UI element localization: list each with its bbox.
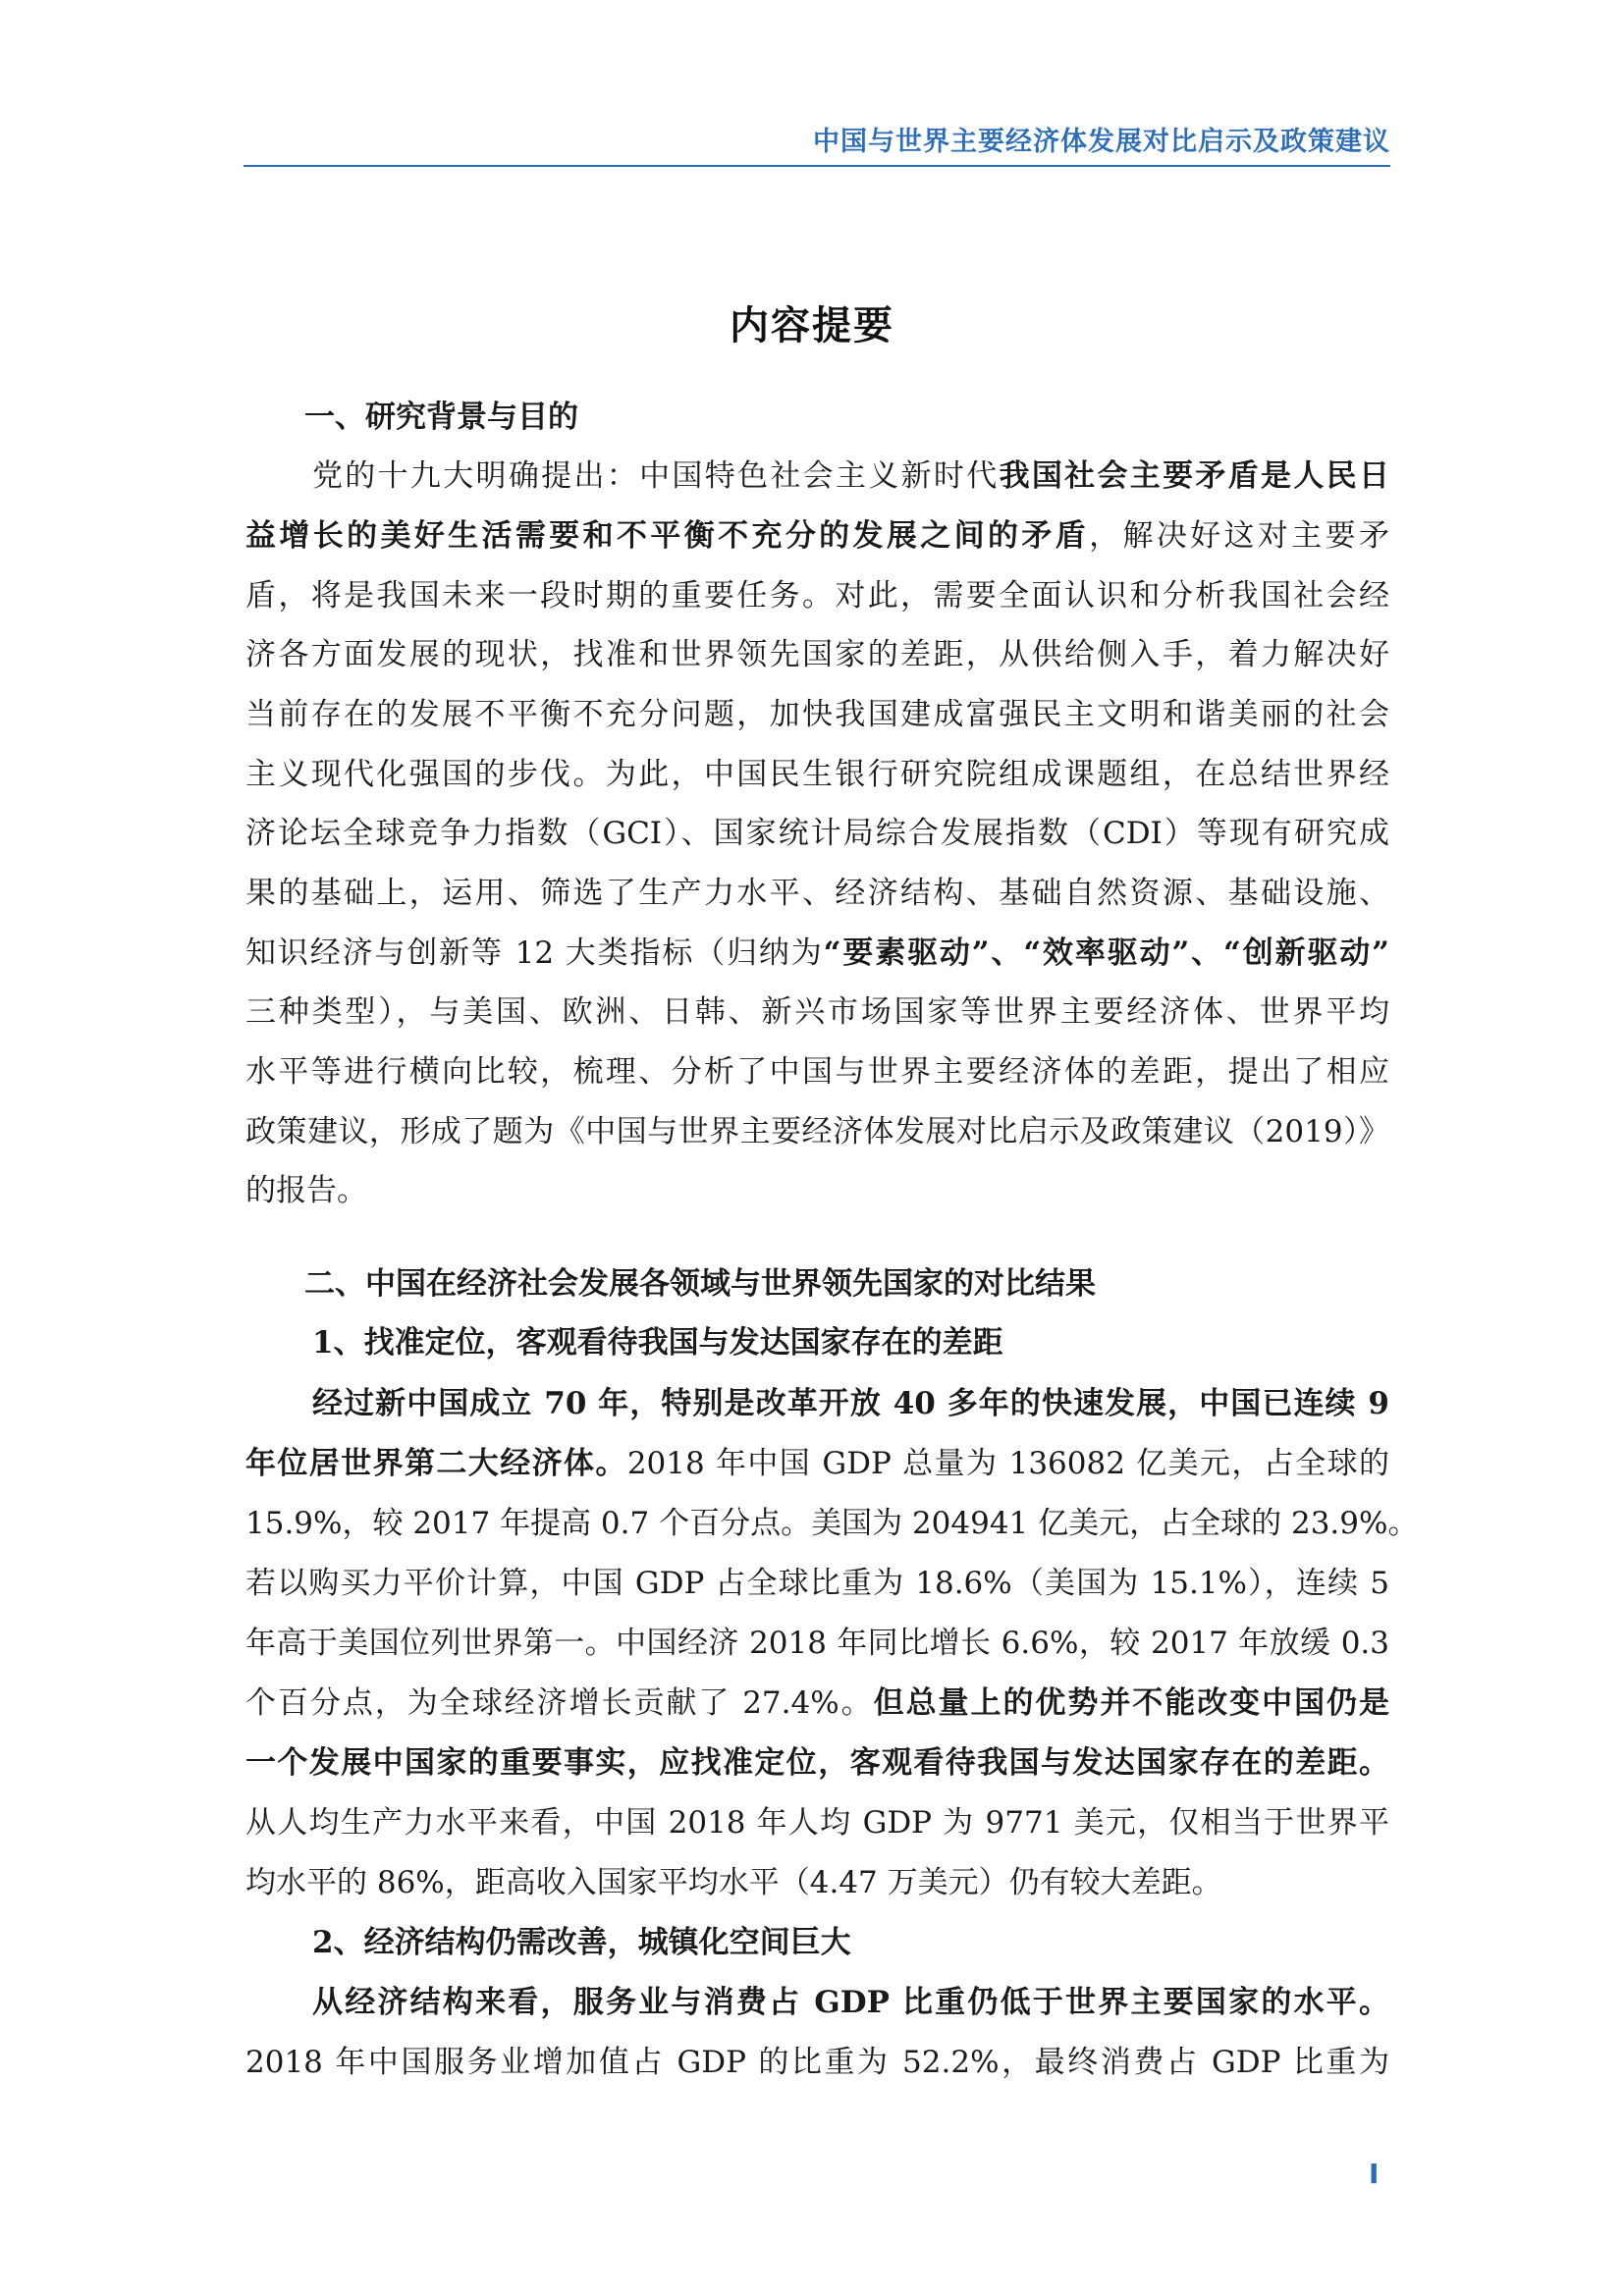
paragraph-line: 政策建议，形成了题为《中国与世界主要经济体发展对比启示及政策建议（2019）》 xyxy=(245,1114,1389,1149)
paragraph-line: 的报告。 xyxy=(245,1173,367,1208)
paragraph-line: 果的基础上，运用、筛选了生产力水平、经济结构、基础自然资源、基础设施、 xyxy=(245,876,1389,911)
section2-heading: 二、中国在经济社会发展各领域与世界领先国家的对比结果 xyxy=(304,1266,1096,1302)
paragraph-line: 从经济结构来看，服务业与消费占 GDP 比重仍低于世界主要国家的水平。 xyxy=(312,1985,1389,2020)
paragraph-line: 从人均生产力水平来看，中国 2018 年人均 GDP 为 9771 美元，仅相当于世界平 xyxy=(245,1805,1389,1841)
paragraph-line: 益增长的美好生活需要和不平衡不充分的发展之间的矛盾，解决好这对主要矛 xyxy=(245,518,1390,554)
paragraph-line: 年位居世界第二大经济体。2018 年中国 GDP 总量为 136082 亿美元，占全球的 xyxy=(245,1446,1389,1481)
paragraph-line: 2018 年中国服务业增加值占 GDP 的比重为 52.2%，最终消费占 GDP 比重为 xyxy=(245,2045,1389,2080)
paragraph-line: 若以购买力平价计算，中国 GDP 占全球比重为 18.6%（美国为 15.1%），连续 5 xyxy=(245,1566,1389,1601)
subsection-heading-1: 1、找准定位，客观看待我国与发达国家存在的差距 xyxy=(312,1325,1003,1361)
paragraph-line: 济各方面发展的现状，找准和世界领先国家的差距，从供给侧入手，着力解决好 xyxy=(245,637,1389,672)
paragraph-line: 盾，将是我国未来一段时期的重要任务。对此，需要全面认识和分析我国社会经 xyxy=(245,578,1389,614)
paragraph-line: 一个发展中国家的重要事实，应找准定位，客观看待我国与发达国家存在的差距。 xyxy=(245,1745,1389,1781)
paragraph-line: 水平等进行横向比较，梳理、分析了中国与世界主要经济体的差距，提出了相应 xyxy=(245,1054,1389,1090)
paragraph-line: 15.9%，较 2017 年提高 0.7 个百分点。美国为 204941 亿美元，占全球的 23.9%。 xyxy=(245,1506,1419,1541)
paragraph-line: 当前存在的发展不平衡不充分问题，加快我国建成富强民主文明和谐美丽的社会 xyxy=(245,697,1389,732)
paragraph-line: 党的十九大明确提出：中国特色社会主义新时代我国社会主要矛盾是人民日 xyxy=(312,458,1389,494)
page-title: 内容提要 xyxy=(730,303,894,348)
paragraph-line: 济论坛全球竞争力指数（GCI）、国家统计局综合发展指数（CDI）等现有研究成 xyxy=(245,816,1389,851)
paragraph-line: 均水平的 86%，距高收入国家平均水平（4.47 万美元）仍有较大差距。 xyxy=(245,1865,1222,1900)
subsection-heading-2: 2、经济结构仍需改善，城镇化空间巨大 xyxy=(312,1925,851,1960)
running-header xyxy=(244,116,1390,167)
paragraph-line: 年高于美国位列世界第一。中国经济 2018 年同比增长 6.6%，较 2017 年放缓 0.3 xyxy=(245,1626,1389,1661)
paragraph-line: 经过新中国成立 70 年，特别是改革开放 40 多年的快速发展，中国已连续 9 xyxy=(312,1386,1389,1421)
running-header-title: 中国与世界主要经济体发展对比启示及政策建议 xyxy=(813,127,1390,157)
paragraph-line: 个百分点，为全球经济增长贡献了 27.4%。但总量上的优势并不能改变中国仍是 xyxy=(245,1685,1389,1721)
paragraph-line: 三种类型），与美国、欧洲、日韩、新兴市场国家等世界主要经济体、世界平均 xyxy=(245,994,1389,1030)
page-number: I xyxy=(1369,2158,1380,2190)
section1-heading: 一、研究背景与目的 xyxy=(304,400,578,435)
paragraph-line: 知识经济与创新等 12 大类指标（归纳为“要素驱动”、“效率驱动”、“创新驱动” xyxy=(245,935,1389,971)
paragraph-line: 主义现代化强国的步伐。为此，中国民生银行研究院组成课题组，在总结世界经 xyxy=(245,757,1389,792)
